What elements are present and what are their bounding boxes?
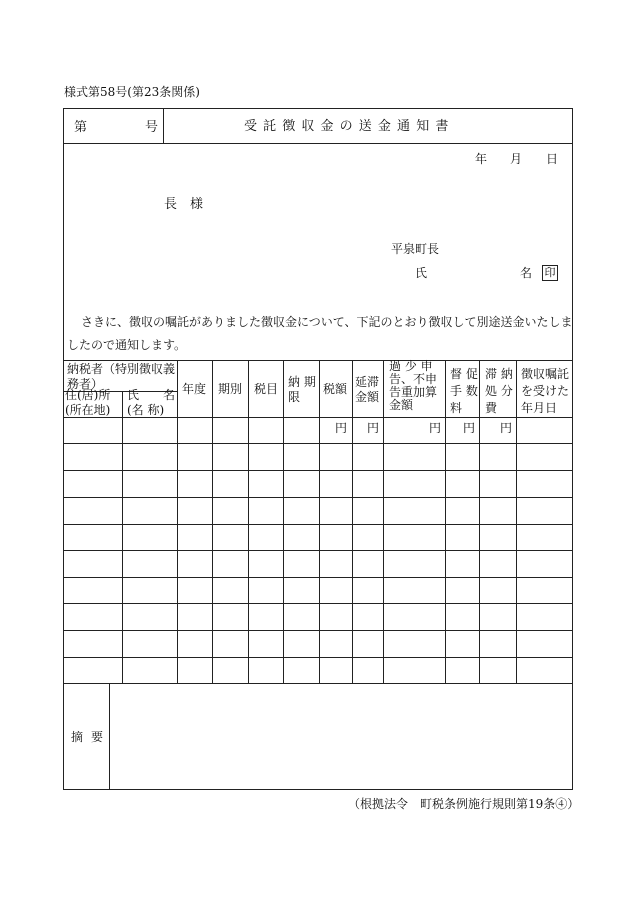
- header-late-fee-line-2: 金額: [355, 390, 380, 404]
- header-taxpayer-line-1: 納税者（特別徴収義: [67, 362, 176, 376]
- header-bottom-line: [64, 143, 572, 144]
- form-number-label: 様式第58号(第23条関係): [64, 85, 200, 99]
- header-name: [127, 388, 175, 418]
- remarks-label-2: 要: [91, 730, 104, 744]
- header-name-line-1: 氏 名: [127, 388, 176, 402]
- header-taxpayer-line-2: 務者）: [67, 377, 104, 391]
- header-year: 年度: [182, 382, 207, 396]
- col-line: [177, 360, 178, 683]
- header-tax-amount: 税額: [323, 382, 348, 396]
- table-row-line: [64, 443, 572, 444]
- yen-unit-reminder: 円: [463, 421, 476, 435]
- table-row-line: [64, 630, 572, 631]
- header-commission-date: [521, 366, 569, 417]
- header-commission-line-2: を受けた: [521, 384, 570, 398]
- header-penalty-line-3: 告重加算: [389, 385, 438, 399]
- header-disposition-line-1: 滞 納: [485, 367, 513, 381]
- col-line: [516, 360, 517, 683]
- remarks-label-1: 摘: [71, 730, 84, 744]
- table-bottom-line: [64, 683, 572, 684]
- number-label-dai: 第: [74, 120, 88, 135]
- header-deadline: [288, 375, 316, 405]
- table-row-line: [64, 603, 572, 604]
- header-commission-line-3: 年月日: [521, 401, 558, 415]
- yen-unit-penalty: 円: [429, 421, 442, 435]
- header-address-line-1: 住(居)所: [65, 388, 111, 402]
- col-line: [248, 360, 249, 683]
- header-name-line-2: (名 称): [127, 403, 165, 417]
- date-day: 日: [546, 152, 559, 166]
- header-reminder-line-2: 手 数: [450, 384, 478, 398]
- header-address: [65, 388, 110, 418]
- header-reminder-line-1: 督 促: [450, 367, 478, 381]
- notice-form: [63, 108, 573, 790]
- header-reminder-line-3: 料: [450, 401, 463, 415]
- header-penalty-line-2: 告、不申: [389, 372, 438, 386]
- header-reminder-fee: [450, 366, 478, 417]
- body-text-line-2: したので通知します。: [67, 338, 187, 352]
- table-row-line: [64, 657, 572, 658]
- document-title: 受 託 徴 収 金 の 送 金 通 知 書: [244, 119, 450, 134]
- addressee: 長 様: [164, 197, 204, 212]
- sender-shi: 氏: [415, 266, 428, 280]
- col-line: [479, 360, 480, 683]
- header-address-line-2: (所在地): [65, 403, 111, 417]
- col-line: [352, 360, 353, 683]
- header-late-fee-line-1: 延滞: [355, 375, 380, 389]
- sender-title: 平泉町長: [391, 242, 440, 256]
- header-penalty-line-1: 過 少 申: [389, 359, 433, 373]
- table-row-line: [64, 550, 572, 551]
- yen-unit-disposition: 円: [500, 421, 513, 435]
- yen-unit-late-fee: 円: [367, 421, 380, 435]
- header-disposition-line-2: 処 分: [485, 384, 513, 398]
- header-period: 期別: [218, 382, 243, 396]
- table-row-line: [64, 497, 572, 498]
- number-label-go: 号: [145, 120, 159, 135]
- header-deadline-line-2: 限: [288, 390, 301, 404]
- seal-stamp: 印: [542, 265, 558, 281]
- table-row-line: [64, 524, 572, 525]
- date-month: 月: [510, 152, 523, 166]
- header-tax-item: 税目: [254, 382, 279, 396]
- header-divider: [163, 109, 164, 143]
- col-line: [319, 360, 320, 683]
- col-line: [383, 360, 384, 683]
- header-late-fee: [355, 375, 379, 405]
- header-disposition-line-3: 費: [485, 401, 498, 415]
- remarks-divider: [109, 683, 110, 789]
- sender-mei: 名: [520, 266, 533, 280]
- header-penalty: [389, 360, 437, 412]
- legal-basis-footer: （根拠法令 町税条例施行規則第19条④）: [348, 797, 580, 811]
- col-line: [283, 360, 284, 683]
- body-text-line-1: さきに、徴収の嘱託がありました徴収金について、下記のとおり徴収して別途送金いたしま: [81, 315, 573, 329]
- col-line: [212, 360, 213, 683]
- col-line: [122, 391, 123, 683]
- table-row-line: [64, 577, 572, 578]
- yen-unit-tax: 円: [335, 421, 348, 435]
- header-disposition-cost: [485, 366, 513, 417]
- header-commission-line-1: 徴収嘱託: [521, 367, 570, 381]
- header-penalty-line-4: 金額: [389, 398, 414, 412]
- table-top-line: [64, 360, 572, 361]
- col-line: [445, 360, 446, 683]
- header-deadline-line-1: 納 期: [288, 375, 316, 389]
- table-row-line: [64, 470, 572, 471]
- date-year: 年: [475, 152, 488, 166]
